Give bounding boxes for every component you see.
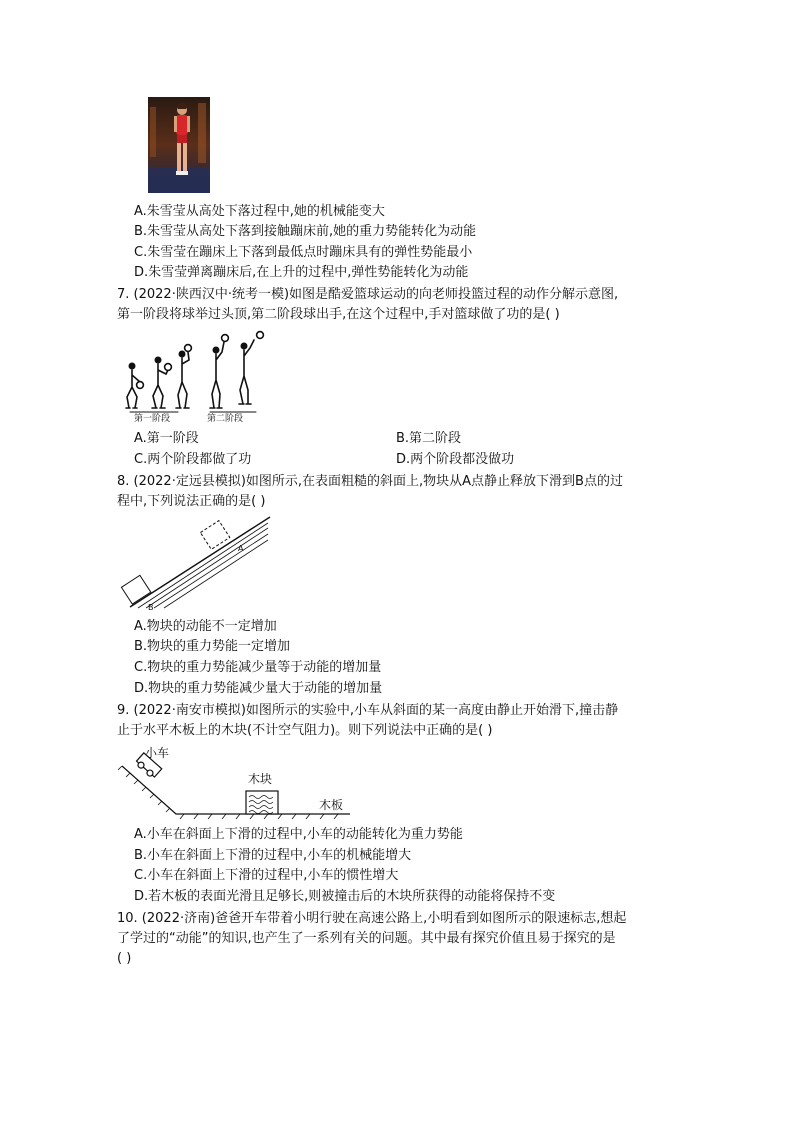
q9-option-b: B.小车在斜面上下滑的过程中,小车的机械能增大	[134, 848, 412, 863]
q9-option-d: D.若木板的表面光滑且足够长,则被撞击后的木块所获得的动能将保持不变	[134, 889, 556, 904]
q8-option-c: C.物块的重力势能减少量等于动能的增加量	[134, 660, 382, 675]
point-b-label: B	[148, 603, 154, 612]
q10-stem: 10. (2022·济南)爸爸开车带着小明行驶在高速公路上,小明看到如图所示的限速标志,想起	[117, 911, 627, 926]
q9-stem-cont: 止于水平木板上的木块(不计空气阻力)。则下列说法中正确的是( )	[117, 723, 493, 738]
q8-option-b: B.物块的重力势能一定增加	[134, 639, 291, 654]
stage1-label: 第一阶段	[134, 414, 171, 424]
point-a-label: A	[238, 544, 244, 553]
q7-option-c: C.两个阶段都做了功	[134, 452, 252, 467]
q8-stem: 8. (2022·定远县模拟)如图所示,在表面粗糙的斜面上,物块从A点静止释放下滑到B点的过	[117, 474, 623, 489]
q9-option-c: C.小车在斜面上下滑的过程中,小车的惯性增大	[134, 868, 399, 883]
q6-option-d: D.朱雪莹弹离蹦床后,在上升的过程中,弹性势能转化为动能	[134, 265, 469, 280]
q7-option-b: B.第二阶段	[396, 431, 462, 446]
q10-stem-paren: ( )	[117, 951, 132, 966]
q10-stem-cont: 了学过的“动能”的知识,也产生了一系列有关的问题。其中最有探究价值且易于探究的是	[117, 931, 616, 946]
q6-option-c: C.朱雪莹在蹦床上下落到最低点时蹦床具有的弹性势能最小	[134, 245, 473, 260]
q8-option-a: A.物块的动能不一定增加	[134, 619, 277, 634]
q7-option-a: A.第一阶段	[134, 431, 199, 446]
q7-stem: 7. (2022·陕西汉中·统考一模)如图是酷爱篮球运动的向老师投篮过程的动作分解示意图,	[117, 287, 619, 302]
q6-option-a: A.朱雪莹从高处下落过程中,她的机械能变大	[134, 204, 385, 219]
athlete-photo	[148, 97, 210, 193]
q9-option-a: A.小车在斜面上下滑的过程中,小车的动能转化为重力势能	[134, 827, 463, 842]
cart-label: 小车	[145, 746, 170, 760]
q8-stem-cont: 程中,下列说法正确的是( )	[117, 494, 266, 509]
board-label: 木板	[319, 798, 344, 812]
q7-option-d: D.两个阶段都没做功	[396, 452, 515, 467]
incline-figure	[118, 505, 278, 615]
q9-stem: 9. (2022·南安市模拟)如图所示的实验中,小车从斜面的某一高度由静止开始滑下,撞击静	[117, 703, 619, 718]
stage2-label: 第二阶段	[207, 414, 244, 424]
q7-stem-cont: 第一阶段将球举过头顶,第二阶段球出手,在这个过程中,手对篮球做了功的是( )	[117, 307, 560, 322]
block-label: 木块	[248, 772, 273, 786]
q8-option-d: D.物块的重力势能减少量大于动能的增加量	[134, 681, 383, 696]
q6-option-b: B.朱雪莹从高处下落到接触蹦床前,她的重力势能转化为动能	[134, 224, 477, 239]
